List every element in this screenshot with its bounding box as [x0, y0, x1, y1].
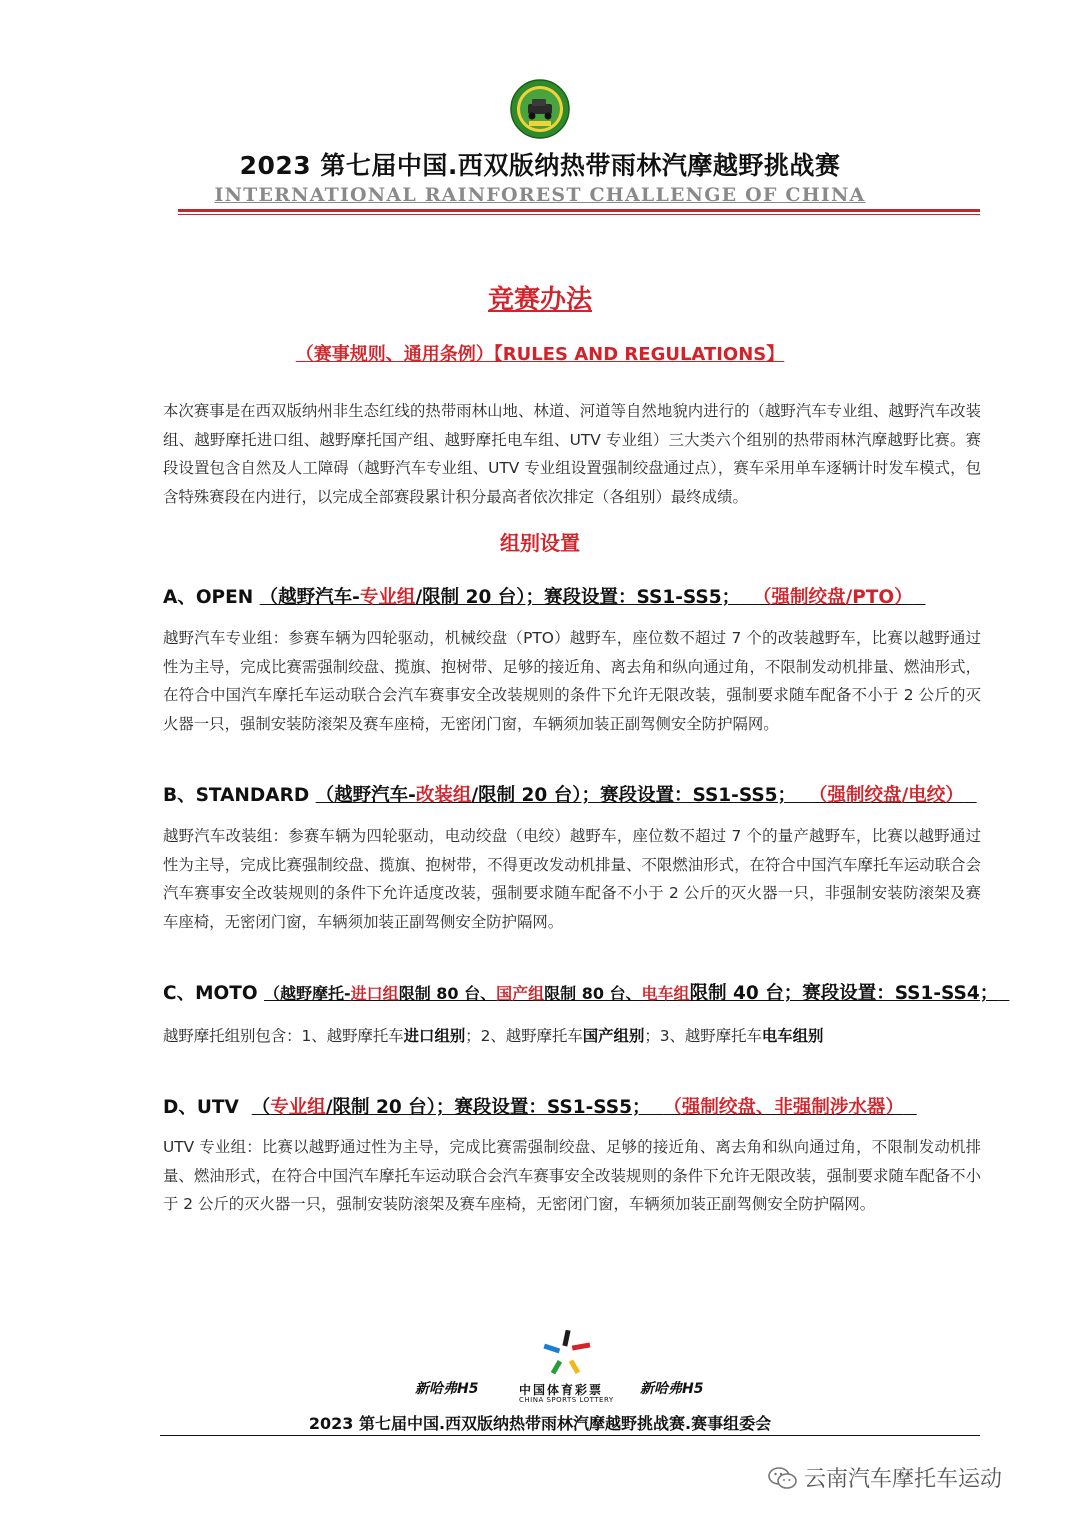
section-c-part2: 限制 80 台、	[398, 984, 497, 1003]
section-c-part4: 限制 40 台；赛段设置：SS1-SS4；	[689, 983, 999, 1004]
section-c-group-import: 进口组	[350, 984, 399, 1003]
section-c-part3: 限制 80 台、	[544, 984, 642, 1003]
section-c-group-domestic: 国产组	[496, 984, 545, 1003]
intro-paragraph: 本次赛事是在西双版纳州非生态红线的热带雨林山地、林道、河道等自然地貌内进行的（越野汽车专业组、越野汽车改装组、越野摩托进口组、越野摩托国产组、越野摩托电车组、UTV 专业组）三大类六个组别的热带雨林汽摩越野比赛。赛段设置包含自然及人工障碍（越野汽车专业组、UTV 专业组设置强制绞盘通过点），赛车采用单车逐辆计时发车模式，包含特殊赛段在内进行，以完成全部赛段累计积分最高者依次排定（各组别）最终成绩。	[163, 402, 981, 506]
section-c-note-domestic: 国产组别	[582, 1027, 645, 1045]
section-b-part2: /限制 20 台）；赛段设置：SS1-SS5；	[471, 785, 797, 806]
document-title: 2023 第七届中国.西双版纳热带雨林汽摩越野挑战赛	[239, 151, 841, 180]
organizing-committee: 2023 第七届中国.西双版纳热带雨林汽摩越野挑战赛.赛事组委会	[308, 1414, 772, 1433]
header-divider-thin	[178, 214, 980, 215]
section-c-group-electric: 电车组	[641, 984, 690, 1003]
section-d-title	[163, 1093, 993, 1119]
document-title-english: INTERNATIONAL RAINFOREST CHALLENGE OF CHINA	[214, 184, 866, 206]
section-a-body: 越野汽车专业组：参赛车辆为四轮驱动，机械绞盘（PTO）越野车，座位数不超过 7 个的改装越野车，比赛以越野通过性为主导，完成比赛需强制绞盘、揽旗、抱树带、足够的接近角、离去角和纵向通过角，不限制发动机排量、燃油形式，在符合中国汽车摩托车运动联合会汽车赛事安全改装规则的条件下允许无限改装，强制要求随车配备不小于 2 公斤的灭火器一只，强制安装防滚架及赛车座椅，无密闭门窗，车辆须加装正副驾侧安全防护隔网。	[163, 629, 981, 733]
section-b-requirement: （强制绞盘/电绞）	[808, 785, 964, 806]
section-c-prefix: C、MOTO	[163, 983, 265, 1004]
section-c-part1: （越野摩托-	[264, 984, 351, 1003]
section-subheading: （赛事规则、通用条例）【RULES AND REGULATIONS】	[295, 344, 785, 365]
challenge-logo-icon	[510, 79, 570, 139]
section-c-note-import: 进口组别	[403, 1027, 466, 1045]
sponsor-right-logo: 新哈弗H5	[640, 1381, 704, 1397]
lottery-name-cn: 中国体育彩票	[519, 1383, 604, 1397]
section-b-part1: （越野汽车-	[315, 785, 416, 806]
section-d-part1: （	[251, 1097, 271, 1118]
section-c-note-part2: ；2、越野摩托车	[465, 1027, 583, 1045]
section-a-prefix: A、OPEN	[163, 587, 260, 608]
section-d-requirement: （强制绞盘、非强制涉水器）	[663, 1097, 904, 1118]
section-d-group: 专业组	[270, 1097, 326, 1118]
wechat-icon	[768, 1466, 798, 1490]
lottery-name-en: CHINA SPORTS LOTTERY	[519, 1396, 614, 1404]
section-c-note-electric: 电车组别	[761, 1027, 824, 1045]
section-a-requirement: （强制绞盘/PTO）	[752, 587, 913, 608]
section-b-title	[163, 781, 993, 807]
section-c-note-part3: ；3、越野摩托车	[644, 1027, 762, 1045]
sponsor-left-logo: 新哈弗H5	[415, 1381, 479, 1397]
section-b-group: 改装组	[415, 785, 472, 806]
group-settings-title: 组别设置	[500, 531, 580, 555]
header-divider	[178, 209, 980, 212]
section-a-part2: /限制 20 台）；赛段设置：SS1-SS5；	[415, 587, 741, 608]
section-c-note-part1: 越野摩托组别包含：1、越野摩托车	[163, 1027, 404, 1045]
section-d-part2: /限制 20 台）；赛段设置：SS1-SS5；	[325, 1097, 651, 1118]
watermark	[768, 1462, 1002, 1493]
section-heading: 竞赛办法	[487, 285, 592, 315]
section-c-title	[163, 979, 999, 1005]
section-d-body: UTV 专业组：比赛以越野通过性为主导，完成比赛需强制绞盘、足够的接近角、离去角和纵向通过角，不限制发动机排量、燃油形式，在符合中国汽车摩托车运动联合会汽车赛事安全改装规则的条件下允许无限改装，强制要求随车配备不小于 2 公斤的灭火器一只，强制安装防滚架及赛车座椅，无密闭门窗，车辆须加装正副驾侧安全防护隔网。	[163, 1138, 981, 1214]
sports-lottery-star-icon	[542, 1330, 592, 1376]
section-c-note	[163, 1024, 823, 1046]
section-a-title	[163, 583, 993, 609]
footer-divider	[160, 1435, 980, 1436]
section-b-body: 越野汽车改装组：参赛车辆为四轮驱动，电动绞盘（电绞）越野车，座位数不超过 7 个的量产越野车，比赛以越野通过性为主导，完成比赛强制绞盘、揽旗、抱树带，不得更改发动机排量、不限燃油形式，在符合中国汽车摩托车运动联合会汽车赛事安全改装规则的条件下允许适度改装，强制要求随车配备不小于 2 公斤的灭火器一只，非强制安装防滚架及赛车座椅，无密闭门窗，车辆须加装正副驾侧安全防护隔网。	[163, 827, 981, 931]
section-a-part1: （越野汽车-	[259, 587, 360, 608]
section-d-prefix: D、UTV	[163, 1097, 246, 1118]
section-a-group: 专业组	[359, 587, 416, 608]
section-b-prefix: B、STANDARD	[163, 785, 316, 806]
watermark-text: 云南汽车摩托车运动	[804, 1467, 1003, 1492]
